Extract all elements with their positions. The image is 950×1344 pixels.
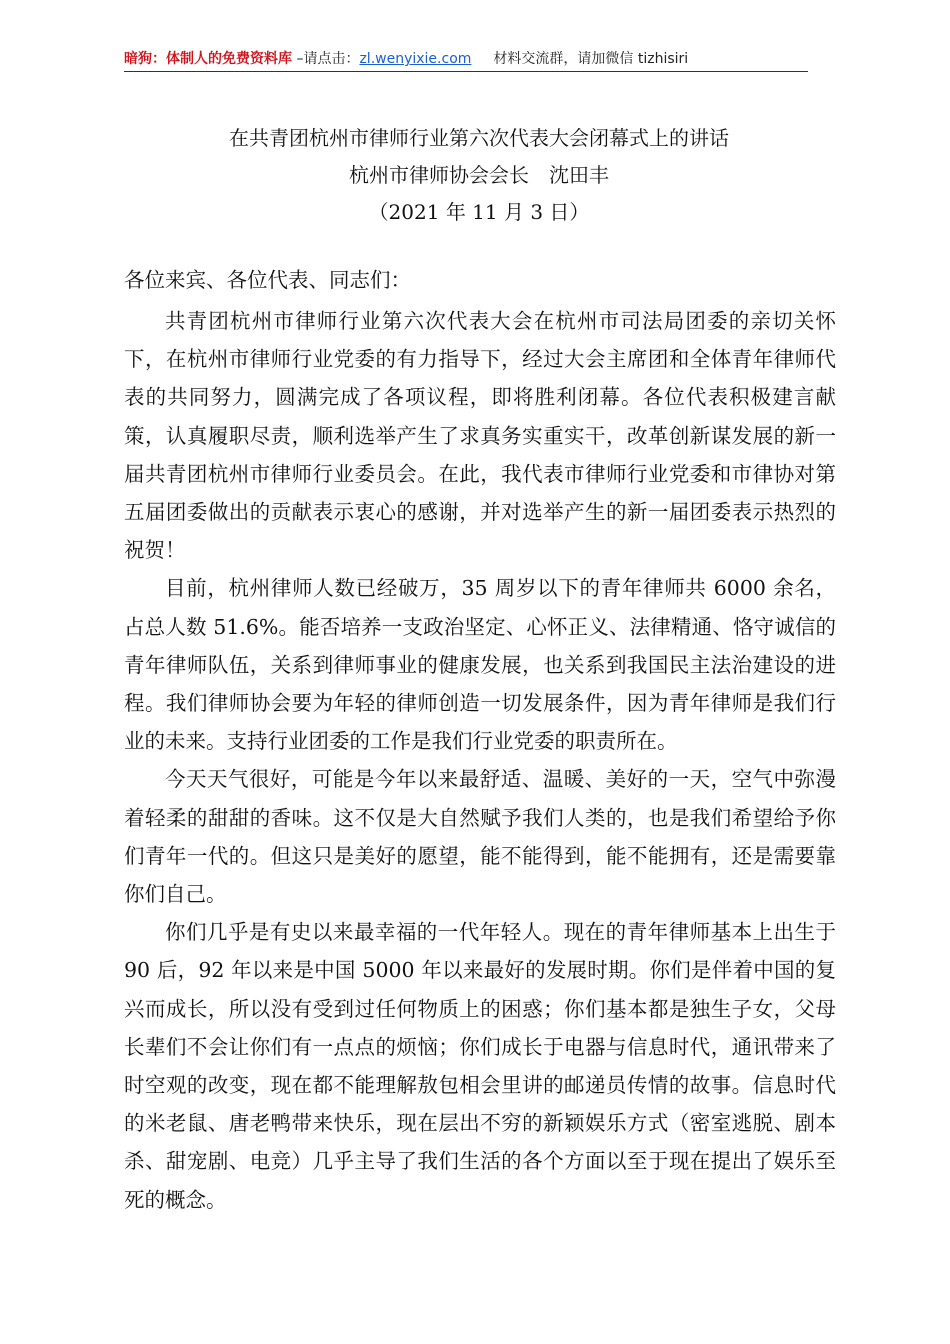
document-body <box>124 302 836 1219</box>
document-title: 在共青团杭州市律师行业第六次代表大会闭幕式上的讲话 <box>229 126 729 150</box>
paragraph: 你们几乎是有史以来最幸福的一代年轻人。现在的青年律师基本上出生于 90 后，92 年以来是中国 5000 年以来最好的发展时期。你们是伴着中国的复兴而成长，所以没有受到过任何物质上的困惑；你们基本都是独生子女，父母长辈们不会让你们有一点点的烦恼；你们成长于电器与信息时代，通讯带来了时空观的改变，现在都不能理解敖包相会里讲的邮递员传情的故事。信息时代的米老鼠、唐老鸭带来快乐，现在层出不穷的新颖娱乐方式（密室逃脱、剧本杀、甜宠剧、电竞）几乎主导了我们生活的各个方面以至于现在提出了娱乐至死的概念。 <box>124 920 836 1212</box>
header-brand: 暗狗：体制人的免费资料库 <box>124 51 292 67</box>
paragraph: 目前，杭州律师人数已经破万，35 周岁以下的青年律师共 6000 余名，占总人数 51.6%。能否培养一支政治坚定、心怀正义、法律精通、恪守诚信的青年律师队伍，关系到律师事业的健康发展，也关系到我国民主法治建设的进程。我们律师协会要为年轻的律师创造一切发展条件，因为青年律师是我们行业的未来。支持行业团委的工作是我们行业党委的职责所在。 <box>124 576 836 754</box>
document-speaker: 杭州市律师协会会长 沈田丰 <box>349 163 609 187</box>
document-title-block <box>124 120 834 231</box>
header-link[interactable]: zl.wenyixie.com <box>359 51 472 67</box>
header-contact: 材料交流群，请加微信 tizhisiri <box>493 51 689 67</box>
header-prompt: –请点击： <box>292 51 360 67</box>
salutation: 各位来宾、各位代表、同志们： <box>124 268 411 292</box>
page-header <box>124 48 808 70</box>
paragraph: 共青团杭州市律师行业第六次代表大会在杭州市司法局团委的亲切关怀下，在杭州市律师行业党委的有力指导下，经过大会主席团和全体青年律师代表的共同努力，圆满完成了各项议程，即将胜利闭幕。各位代表积极建言献策，认真履职尽责，顺利选举产生了求真务实重实干，改革创新谋发展的新一届共青团杭州市律师行业委员会。在此，我代表市律师行业党委和市律协对第五届团委做出的贡献表示衷心的感谢，并对选举产生的新一届团委表示热烈的祝贺！ <box>124 309 836 563</box>
paragraph: 今天天气很好，可能是今年以来最舒适、温暖、美好的一天，空气中弥漫着轻柔的甜甜的香味。这不仅是大自然赋予我们人类的，也是我们希望给予你们青年一代的。但这只是美好的愿望，能不能得到，能不能拥有，还是需要靠你们自己。 <box>124 767 836 907</box>
header-divider <box>124 71 808 72</box>
document-date: （2021 年 11 月 3 日） <box>368 200 590 224</box>
